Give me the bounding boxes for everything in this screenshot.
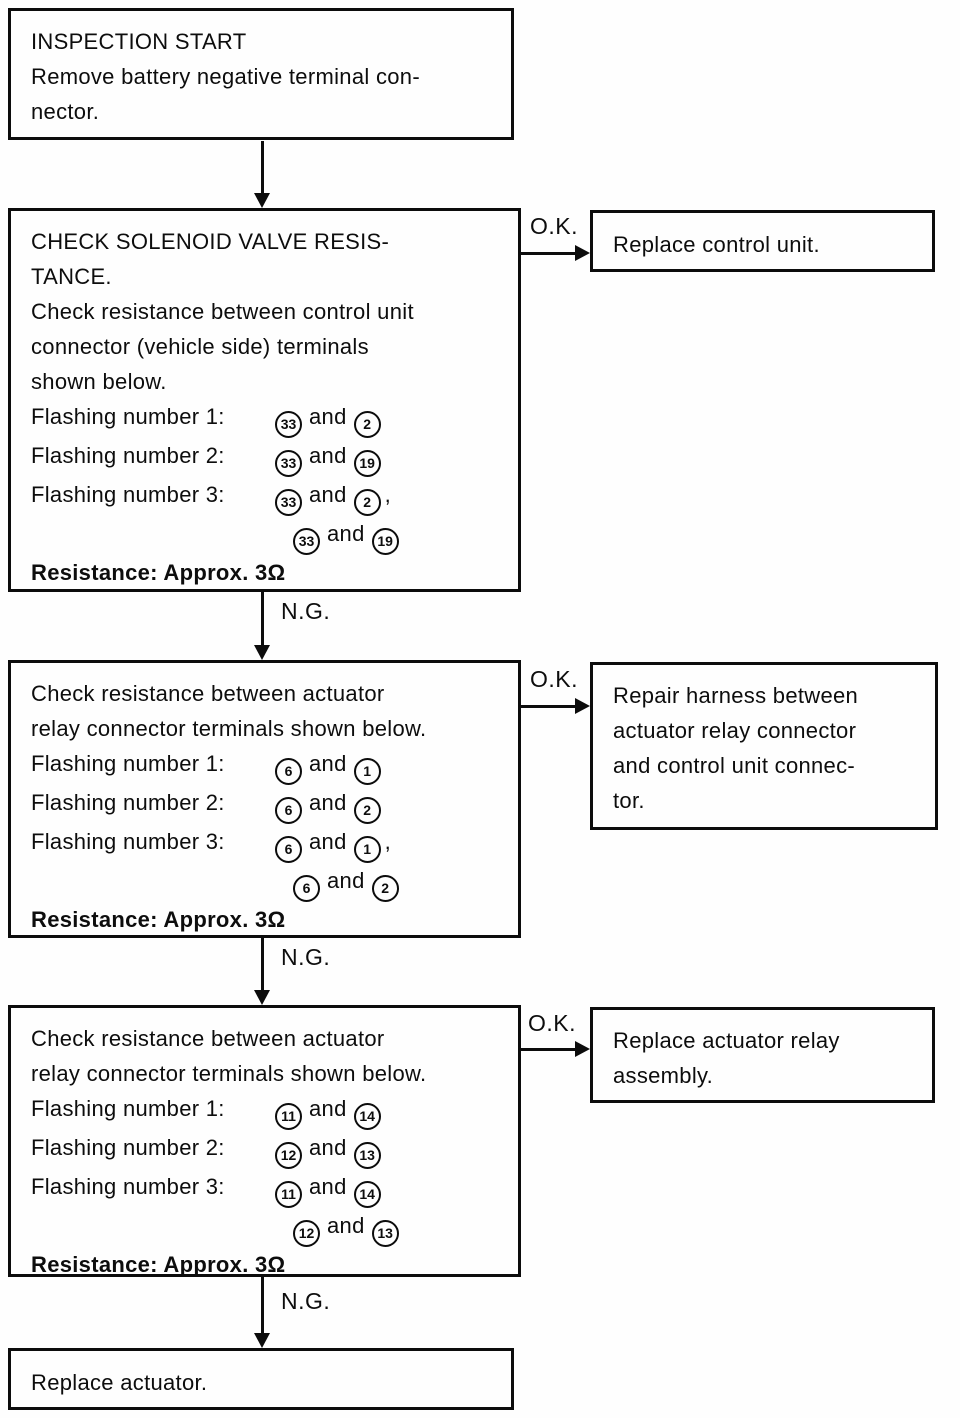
- flashing-row: [31, 746, 500, 785]
- flashing-suffix: ,: [384, 829, 392, 854]
- resistance-spec: Resistance: Approx. 3Ω: [31, 560, 286, 585]
- terminal-number-circle: 6: [293, 875, 320, 902]
- flashing-row: [31, 1169, 500, 1208]
- box-text-line: tor.: [613, 788, 645, 813]
- flow-arrow-down-icon: [261, 592, 264, 645]
- terminal-number-circle: 33: [275, 450, 302, 477]
- terminal-number-circle: 2: [354, 411, 381, 438]
- inspection-start-box: [8, 8, 514, 140]
- box-text-line: Check resistance between actuator: [31, 1026, 385, 1051]
- box-text-line: actuator relay connector: [613, 718, 857, 743]
- box-text-line: Replace actuator.: [31, 1370, 208, 1395]
- flashing-label: Flashing number 1:: [31, 404, 225, 429]
- terminal-number-circle: 1: [354, 836, 381, 863]
- ok-branch-label: O.K.: [530, 666, 579, 692]
- flashing-label: Flashing number 2:: [31, 1135, 225, 1160]
- flow-arrow-right-icon: [521, 705, 575, 708]
- terminal-number-circle: 13: [354, 1142, 381, 1169]
- replace-actuator-box: [8, 1348, 514, 1410]
- and-word: and: [327, 868, 365, 893]
- terminal-number-circle: 13: [372, 1220, 399, 1247]
- resistance-spec: Resistance: Approx. 3Ω: [31, 1252, 286, 1277]
- and-word: and: [309, 751, 347, 776]
- box-text-line: Remove battery negative terminal con-: [31, 64, 420, 89]
- terminal-number-circle: 6: [275, 797, 302, 824]
- and-word: and: [327, 1213, 365, 1238]
- box-text-line: Check resistance between control unit: [31, 299, 414, 324]
- check-actuator-relay-box-2: [8, 1005, 521, 1277]
- and-word: and: [309, 404, 347, 429]
- box-text-line: relay connector terminals shown below.: [31, 1061, 427, 1086]
- terminal-number-circle: 2: [372, 875, 399, 902]
- terminal-number-circle: 33: [275, 411, 302, 438]
- flashing-row-continuation: [31, 1208, 500, 1247]
- replace-actuator-relay-box: [590, 1007, 935, 1103]
- box-text-line: Replace actuator relay: [613, 1028, 840, 1053]
- terminal-number-circle: 2: [354, 797, 381, 824]
- flow-arrow-right-icon: [521, 1048, 575, 1051]
- flashing-row: [31, 785, 500, 824]
- flow-arrow-down-icon: [261, 141, 264, 193]
- box-text-line: relay connector terminals shown below.: [31, 716, 427, 741]
- box-text-line: connector (vehicle side) terminals: [31, 334, 369, 359]
- flashing-row: [31, 824, 500, 863]
- terminal-number-circle: 33: [293, 528, 320, 555]
- terminal-number-circle: 11: [275, 1103, 302, 1130]
- box-text-line: and control unit connec-: [613, 753, 856, 778]
- flashing-row: [31, 438, 500, 477]
- terminal-number-circle: 11: [275, 1181, 302, 1208]
- ok-branch-label: O.K.: [530, 213, 579, 239]
- and-word: and: [309, 482, 347, 507]
- flashing-label: Flashing number 1:: [31, 1096, 225, 1121]
- ng-branch-label: N.G.: [281, 1288, 331, 1314]
- flashing-row-continuation: [31, 516, 500, 555]
- and-word: and: [327, 521, 365, 546]
- flashing-label: Flashing number 2:: [31, 790, 225, 815]
- ok-branch-label: O.K.: [528, 1010, 577, 1036]
- terminal-number-circle: 19: [372, 528, 399, 555]
- flashing-row: [31, 477, 500, 516]
- terminal-number-circle: 12: [293, 1220, 320, 1247]
- repair-harness-box: [590, 662, 938, 830]
- terminal-number-circle: 14: [354, 1103, 381, 1130]
- ng-branch-label: N.G.: [281, 598, 331, 624]
- terminal-number-circle: 33: [275, 489, 302, 516]
- flashing-label: Flashing number 3:: [31, 829, 225, 854]
- box-title-line: CHECK SOLENOID VALVE RESIS-: [31, 229, 390, 254]
- and-word: and: [309, 1174, 347, 1199]
- box-text-line: Replace control unit.: [613, 232, 820, 257]
- check-solenoid-resistance-box: [8, 208, 521, 592]
- box-text-line: Check resistance between actuator: [31, 681, 385, 706]
- flashing-label: Flashing number 3:: [31, 1174, 225, 1199]
- terminal-number-circle: 14: [354, 1181, 381, 1208]
- terminal-number-circle: 6: [275, 758, 302, 785]
- check-actuator-relay-box-1: [8, 660, 521, 938]
- replace-control-unit-box: [590, 210, 935, 272]
- flashing-row: [31, 1091, 500, 1130]
- terminal-number-circle: 1: [354, 758, 381, 785]
- flashing-label: Flashing number 3:: [31, 482, 225, 507]
- box-text-line: Repair harness between: [613, 683, 859, 708]
- flashing-row: [31, 399, 500, 438]
- terminal-number-circle: 2: [354, 489, 381, 516]
- terminal-number-circle: 19: [354, 450, 381, 477]
- terminal-number-circle: 12: [275, 1142, 302, 1169]
- resistance-spec: Resistance: Approx. 3Ω: [31, 907, 286, 932]
- box-text-line: nector.: [31, 99, 100, 124]
- flow-arrow-down-icon: [261, 938, 264, 990]
- flashing-suffix: ,: [384, 482, 392, 507]
- flow-arrow-right-icon: [521, 252, 575, 255]
- flow-arrow-down-icon: [261, 1277, 264, 1333]
- box-text-line: INSPECTION START: [31, 29, 247, 54]
- and-word: and: [309, 1135, 347, 1160]
- ng-branch-label: N.G.: [281, 944, 331, 970]
- flashing-row: [31, 1130, 500, 1169]
- terminal-number-circle: 6: [275, 836, 302, 863]
- flashing-label: Flashing number 2:: [31, 443, 225, 468]
- flashing-row-continuation: [31, 863, 500, 902]
- and-word: and: [309, 790, 347, 815]
- box-text-line: shown below.: [31, 369, 167, 394]
- and-word: and: [309, 1096, 347, 1121]
- flashing-label: Flashing number 1:: [31, 751, 225, 776]
- and-word: and: [309, 443, 347, 468]
- and-word: and: [309, 829, 347, 854]
- box-text-line: assembly.: [613, 1063, 714, 1088]
- box-title-line: TANCE.: [31, 264, 112, 289]
